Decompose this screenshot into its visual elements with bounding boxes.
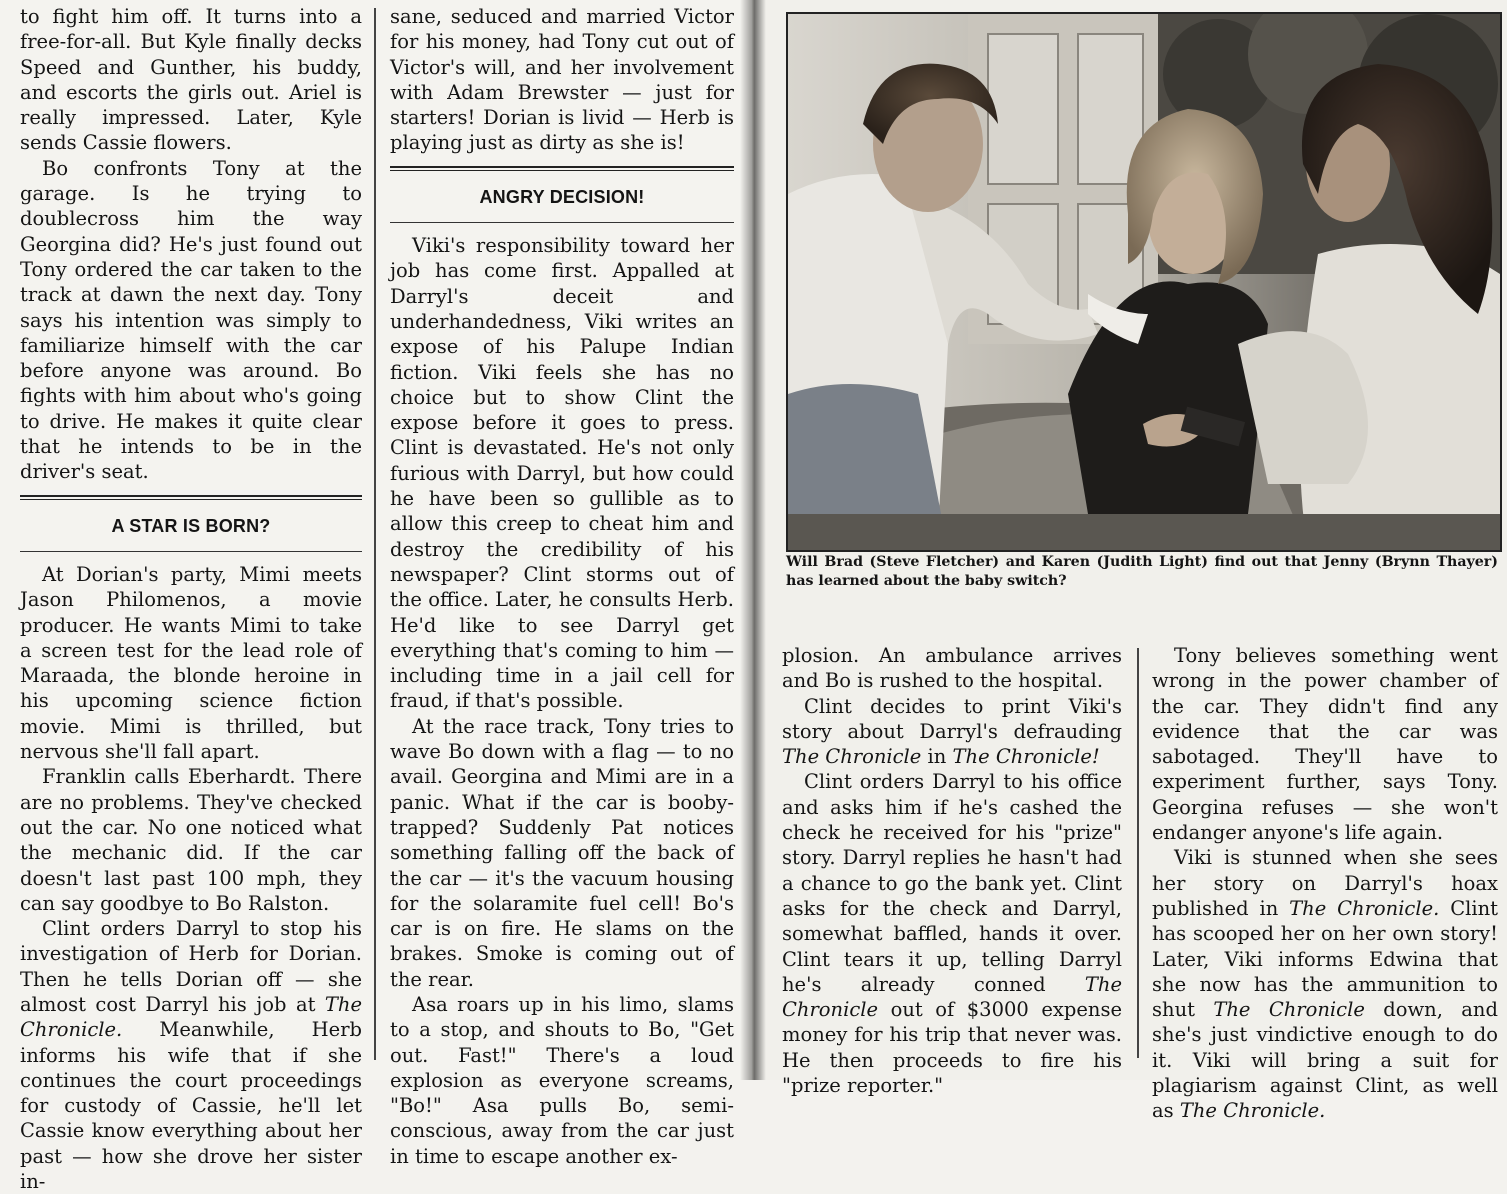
text-run: down, and she's just vindictive enough to do it. Viki will bring a suit for plagiarism against Clint, as well as [1152,998,1498,1123]
page-gutter [740,0,766,1080]
column-3 [782,643,1122,1098]
publication-title: The Chronicle [782,972,1122,1022]
paragraph: Asa roars up in his limo, slams to a stop, and shouts to Bo, "Get out. Fast!" There's a loud explosion as everyone screams, "Bo!" Asa pulls Bo, semi-conscious, away from the car just in time to escape another ex- [390,992,734,1168]
column-4 [1152,643,1498,1124]
paragraph: At the race track, Tony tries to wave Bo down with a flag — to no avail. Georgina and Mimi are in a panic. What if the car is booby-trapped? Suddenly Pat notices something falling off the back of the car — it's the vacuum housing for the solaramite fuel cell! Bo's car is on fire. He slams on the brakes. Smoke is coming out of the rear. [390,714,734,991]
text-run: Clint orders Darryl to his office and asks him if he's cashed the check he received for his "prize" story. Darryl replies he hasn't had a chance to go the bank yet. Clint asks for the check and Darryl, somewhat baffled, hands it over. Clint tears it up, telling Darryl he's already conned [782,770,1122,996]
section-heading-box [390,166,734,223]
section-heading-box [20,495,362,552]
paragraph: sane, seduced and married Victor for his money, had Tony cut out of Victor's will, and her involvement with Adam Brewster — just for starters! Dorian is livid — Herb is playing just as dirty as she is! [390,5,734,155]
column-2 [390,4,734,1169]
paragraph [1152,845,1498,1123]
publication-title: The Chronicle [782,745,922,769]
paragraph [782,769,1122,1098]
column-rule [374,8,376,1060]
publication-title: The Chronicle. [20,992,362,1042]
paragraph: Bo confronts Tony at the garage. Is he trying to doublecross him the way Georgina did? He's just found out Tony ordered the car taken to the track at dawn the next day. Tony says his intention was simply to familiarize himself with the car before anyone was around. Bo fights with him about who's going to drive. He makes it quite clear that he intends to be in the driver's seat. [20,156,362,484]
publication-title: The Chronicle! [952,745,1100,769]
paragraph: Viki's responsibility toward her job has come first. Appalled at Darryl's deceit and underhandedness, Viki writes an expose of his Palupe Indian fiction. Viki feels she has no choice but to show Clint the expose before it goes to press. Clint is devastated. He's not only furious with Darryl, but how could he have been so gullible as to allow this creep to cheat him and destroy the credibility of his newspaper? Clint storms out of the office. Later, he consults Herb. He'd like to see Darryl get everything that's coming to him — including time in a jail cell for fraud, if that's possible. [390,234,734,713]
text-run: Clint has scooped her on her own story! Later, Viki informs Edwina that she now has the ammunition to shut [1152,896,1498,1022]
text-run: Viki is stunned when she sees her story on Darryl's hoax published in [1152,846,1498,920]
photo-image [788,14,1500,550]
paragraph: to fight him off. It turns into a free-for-all. But Kyle finally decks Speed and Gunther, his buddy, and escorts the girls out. Ariel is really impressed. Later, Kyle sends Cassie flowers. [20,5,362,155]
heading-rule-bottom [390,222,734,223]
column-1 [20,4,362,1194]
paragraph [782,694,1122,770]
section-heading: ANGRY DECISION! [479,186,645,207]
section-heading: A STAR IS BORN? [111,515,271,536]
paragraph: Tony believes something went wrong in the power chamber of the car. They didn't find any evidence that the car was sabotaged. They'll have to experiment further, says Tony. Georgina refuses — she won't endanger anyone's life again. [1152,644,1498,845]
photo [786,12,1502,552]
text-run: Meanwhile, Herb informs his wife that if she continues the court proceedings for custody of Cassie, he'll let Cassie know everything about her past — how she drove her sister in- [20,1018,362,1194]
publication-title: The Chronicle. [1179,1099,1326,1123]
text-run: in [921,745,953,769]
photo-caption: Will Brad (Steve Fletcher) and Karen (Judith Light) find out that Jenny (Brynn Thayer) has learned about the baby switch? [786,554,1498,589]
heading-rule-bottom [20,551,362,552]
paragraph: At Dorian's party, Mimi meets Jason Philomenos, a movie producer. He wants Mimi to take a screen test for the lead role of Maraada, the blonde heroine in his upcoming science fiction movie. Mimi is thrilled, but nervous she'll fall apart. [20,562,362,764]
publication-title: The Chronicle [1213,998,1365,1022]
paragraph [20,916,362,1194]
text-run: out of $3000 expense money for his trip that never was. He then proceeds to fire his "prize reporter." [782,998,1122,1098]
column-rule [1137,648,1139,1058]
paragraph: plosion. An ambulance arrives and Bo is rushed to the hospital. [782,644,1122,693]
paragraph: Franklin calls Eberhardt. There are no problems. They've checked out the car. No one noticed what the mechanic did. If the car doesn't last past 100 mph, they can say goodbye to Bo Ralston. [20,765,362,915]
text-run: Clint decides to print Viki's story about Darryl's defrauding [782,694,1122,743]
publication-title: The Chronicle. [1289,896,1440,920]
text-run: Clint orders Darryl to stop his investigation of Herb for Dorian. Then he tells Dorian off — she almost cost Darryl his job at [20,917,362,1016]
